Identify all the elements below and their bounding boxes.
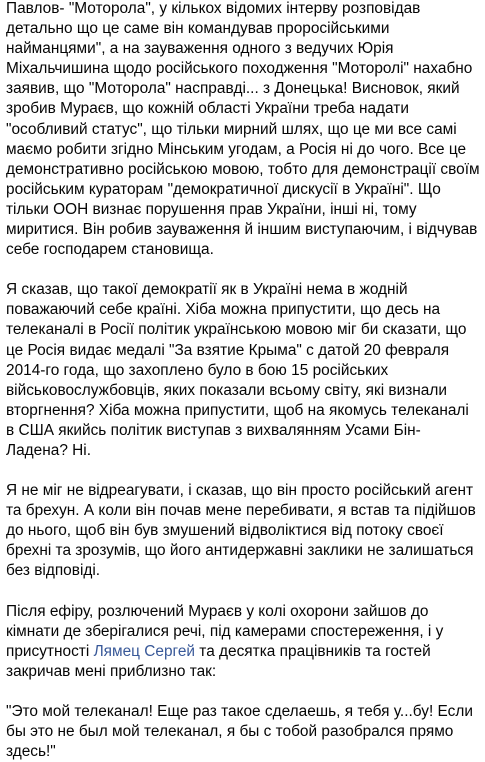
paragraph-text-before-mention: Після ефіру, розлючений Мураєв у колі охорони зайшов до кімнати де зберігалися речі, під камерами спостереження, і у присутності (6, 602, 444, 660)
post-paragraph-quote: "Это мой телеканал! Еще раз такое сделаешь, я тебя у...бу! Если бы это не был мой телеканал, я бы с тобой разобрался прямо здесь!" (6, 702, 473, 761)
paragraph-text-after-mention: та десятка працівників та гостей закричав мені приблизно так: (6, 642, 431, 680)
mention-link-lyamets-sergey[interactable]: Лямец Сергей (93, 642, 196, 660)
post-paragraph-with-mention (6, 602, 480, 682)
post-paragraph: Павлов- "Моторола", у кількох відомих інтерву розповідав детально що це саме він командував проросійськими найманцями", а на зауваження одного з ведучих Юрія Міхальчишина щодо російського походження "Моторолі" нахабно заявив, що "Моторола" насправді... з Донецька! Висновок, який зробив Мураєв, що кожній області України треба надати "особливий статус", що тільки мирний шлях, що це ми все самі маємо робити згідно Мінським угодам, а Росія ні до чого. Все це демонстративно російською мовою, тобто для демонстрації своїм російським кураторам "демократичної дискусії в Україні". Що тільки ООН визнає порушення прав України, інші ні, тому миритися. Він робив зауваження й іншим виступаючим, і відчував себе господарем становища. (6, 0, 480, 259)
post-paragraph: Я не міг не відреагувати, і сказав, що він просто російський агент та брехун. А коли він почав мене перебивати, я встав та підійшов до нього, щоб він був змушений відволіктися від потоку своєї брехні та зрозумів, що його антидержавні заклики не залишаться без відповіді. (6, 482, 476, 580)
post-body (6, 0, 480, 762)
post-paragraph: Я сказав, що такої демократії як в Україні нема в жодній поважаючий себе країні. Хіба можна припустити, що десь на телеканалі в Росії політик українською мовою міг би сказати, що це Росія видає медалі "За взятие Крыма" с датой 20 февраля 2014-го года, що захоплено було в бою 15 російських військовослужбовців, яких показали всьому світу, які визнали вторгнення? Хіба можна припустити, щоб на якомусь телеканалі в США якийсь політик виступав з вихвалянням Усами Бін-Ладена? Ні. (6, 281, 469, 459)
